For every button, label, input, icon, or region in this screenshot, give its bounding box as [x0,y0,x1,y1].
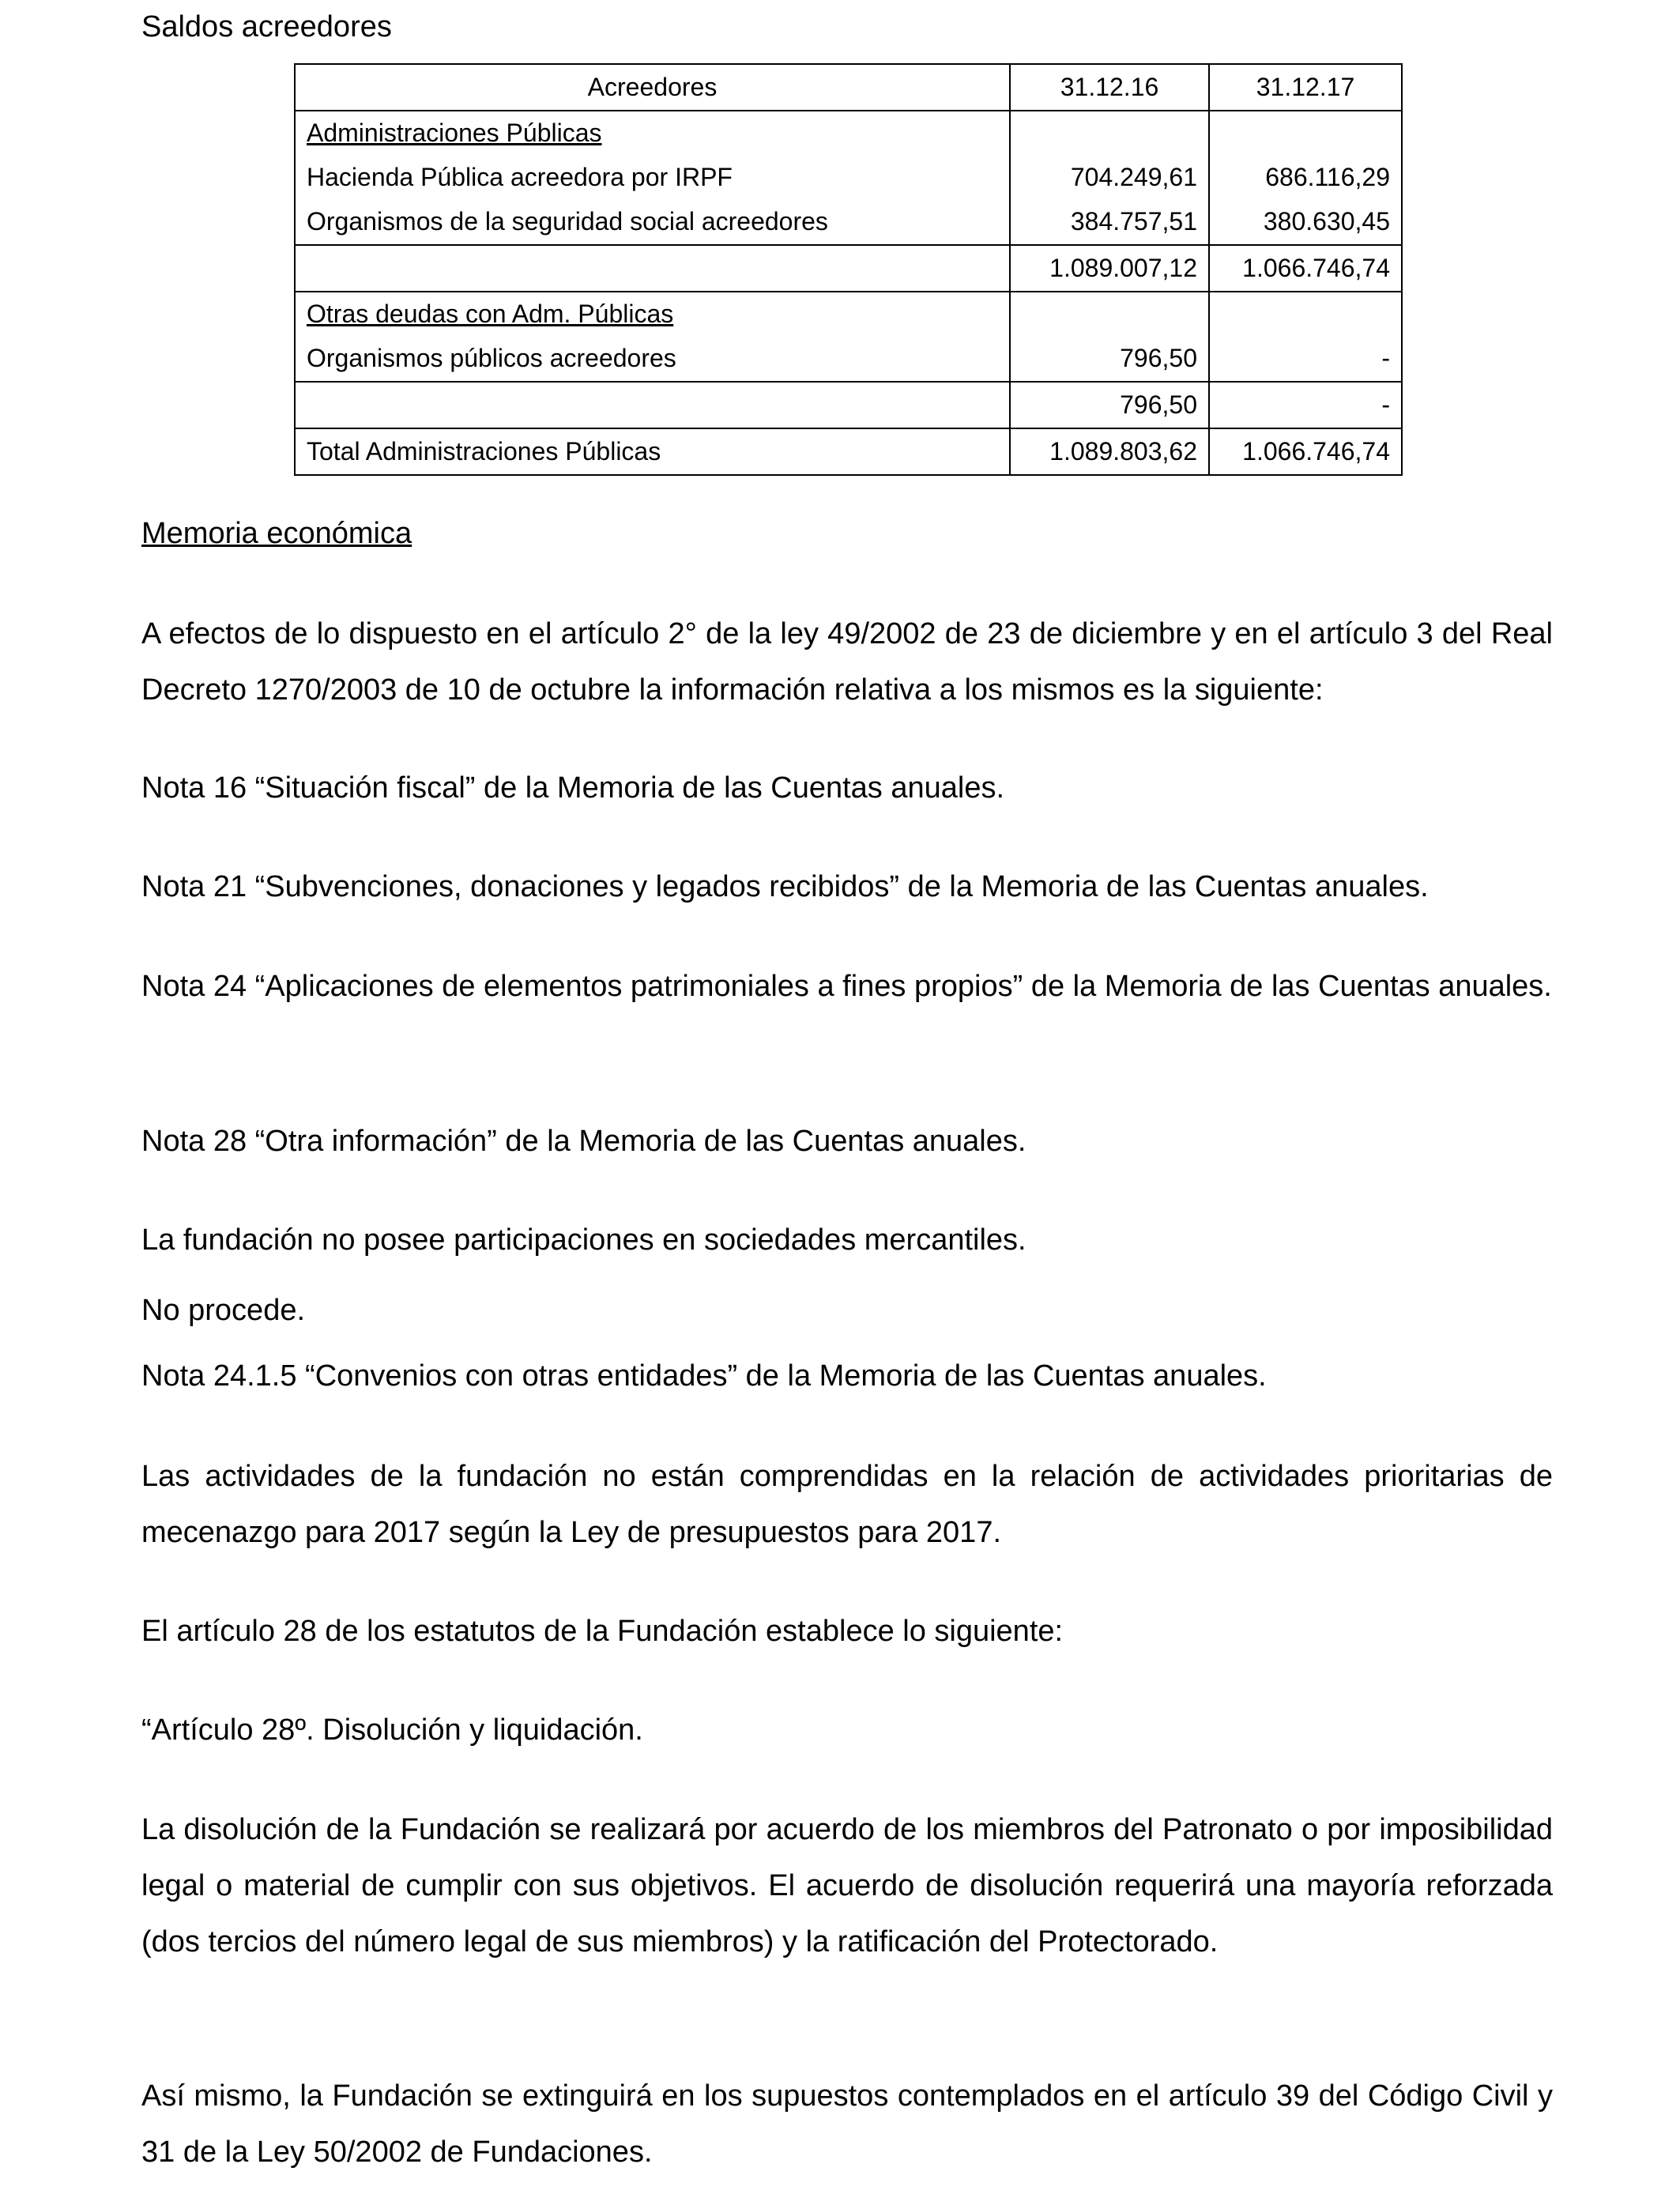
paragraph-extincion: Así mismo, la Fundación se extinguirá en los supuestos contemplados en el artículo 39 del Código Civil y 31 de la Ley 50/2002 de Fundaciones. [141,2079,1553,2169]
paragraph-nota-24: Nota 24 “Aplicaciones de elementos patrimoniales a fines propios” de la Memoria de las Cuentas anuales. [141,970,1552,1003]
creditors-table [294,63,1403,476]
total-value-2017: 1.066.746,74 [1209,428,1402,475]
row-value-2017: 380.630,45 [1209,200,1402,245]
total-value-2016: 1.089.803,62 [1010,428,1209,475]
row-label: Hacienda Pública acreedora por IRPF [295,156,1010,200]
heading-saldos-acreedores: Saldos acreedores [141,10,392,43]
paragraph-no-procede: No procede. [141,1294,306,1327]
row-value-2017: - [1209,337,1402,382]
row-label: Organismos de la seguridad social acreedores [295,200,1010,245]
paragraph-nota-21: Nota 21 “Subvenciones, donaciones y legados recibidos” de la Memoria de las Cuentas anuales. [141,870,1429,903]
subtotal-row [295,382,1402,428]
table-row [295,292,1402,337]
table-row [295,111,1402,156]
row-value-2016: 704.249,61 [1010,156,1209,200]
header-31-12-16: 31.12.16 [1010,64,1209,111]
heading-memoria-economica: Memoria económica [141,517,412,550]
total-label: Total Administraciones Públicas [295,428,1010,475]
paragraph-disolucion: La disolución de la Fundación se realizará por acuerdo de los miembros del Patronato o por imposibilidad legal o material de cumplir con sus objetivos. El acuerdo de disolución requerirá una mayoría reforzada (dos tercios del número legal de sus miembros) y la ratificación del Protectorado. [141,1813,1553,1958]
paragraph-nota-24-1-5: Nota 24.1.5 “Convenios con otras entidades” de la Memoria de las Cuentas anuales. [141,1359,1267,1393]
paragraph-nota-16: Nota 16 “Situación fiscal” de la Memoria de las Cuentas anuales. [141,771,1005,805]
paragraph-articulo-28-title: “Artículo 28º. Disolución y liquidación. [141,1713,643,1747]
table-row [295,337,1402,382]
paragraph-articulo-28: El artículo 28 de los estatutos de la Fundación establece lo siguiente: [141,1615,1064,1648]
row-value-2017: 686.116,29 [1209,156,1402,200]
subtotal-value-2017: 1.066.746,74 [1209,245,1402,292]
row-label: Organismos públicos acreedores [295,337,1010,382]
paragraph-nota-28: Nota 28 “Otra información” de la Memoria de las Cuentas anuales. [141,1125,1026,1158]
total-row [295,428,1402,475]
section-title-administraciones: Administraciones Públicas [307,119,602,148]
header-acreedores: Acreedores [295,64,1010,111]
paragraph-actividades: Las actividades de la fundación no están comprendidas en la relación de actividades prioritarias de mecenazgo para 2017 según la Ley de presupuestos para 2017. [141,1460,1553,1549]
paragraph-intro: A efectos de lo dispuesto en el artículo 2° de la ley 49/2002 de 23 de diciembre y en el artículo 3 del Real Decreto 1270/2003 de 10 de octubre la información relativa a los mismos es la siguiente: [141,617,1553,707]
header-31-12-17: 31.12.17 [1209,64,1402,111]
section-title-otras-deudas: Otras deudas con Adm. Públicas [307,300,674,329]
row-value-2016: 796,50 [1010,337,1209,382]
subtotal-value-2016: 1.089.007,12 [1010,245,1209,292]
row-value-2016: 384.757,51 [1010,200,1209,245]
table-row [295,156,1402,200]
subtotal-value-2017: - [1209,382,1402,428]
subtotal-row [295,245,1402,292]
table-header-row [295,64,1402,111]
subtotal-value-2016: 796,50 [1010,382,1209,428]
paragraph-participaciones: La fundación no posee participaciones en sociedades mercantiles. [141,1223,1026,1257]
table-row [295,200,1402,245]
